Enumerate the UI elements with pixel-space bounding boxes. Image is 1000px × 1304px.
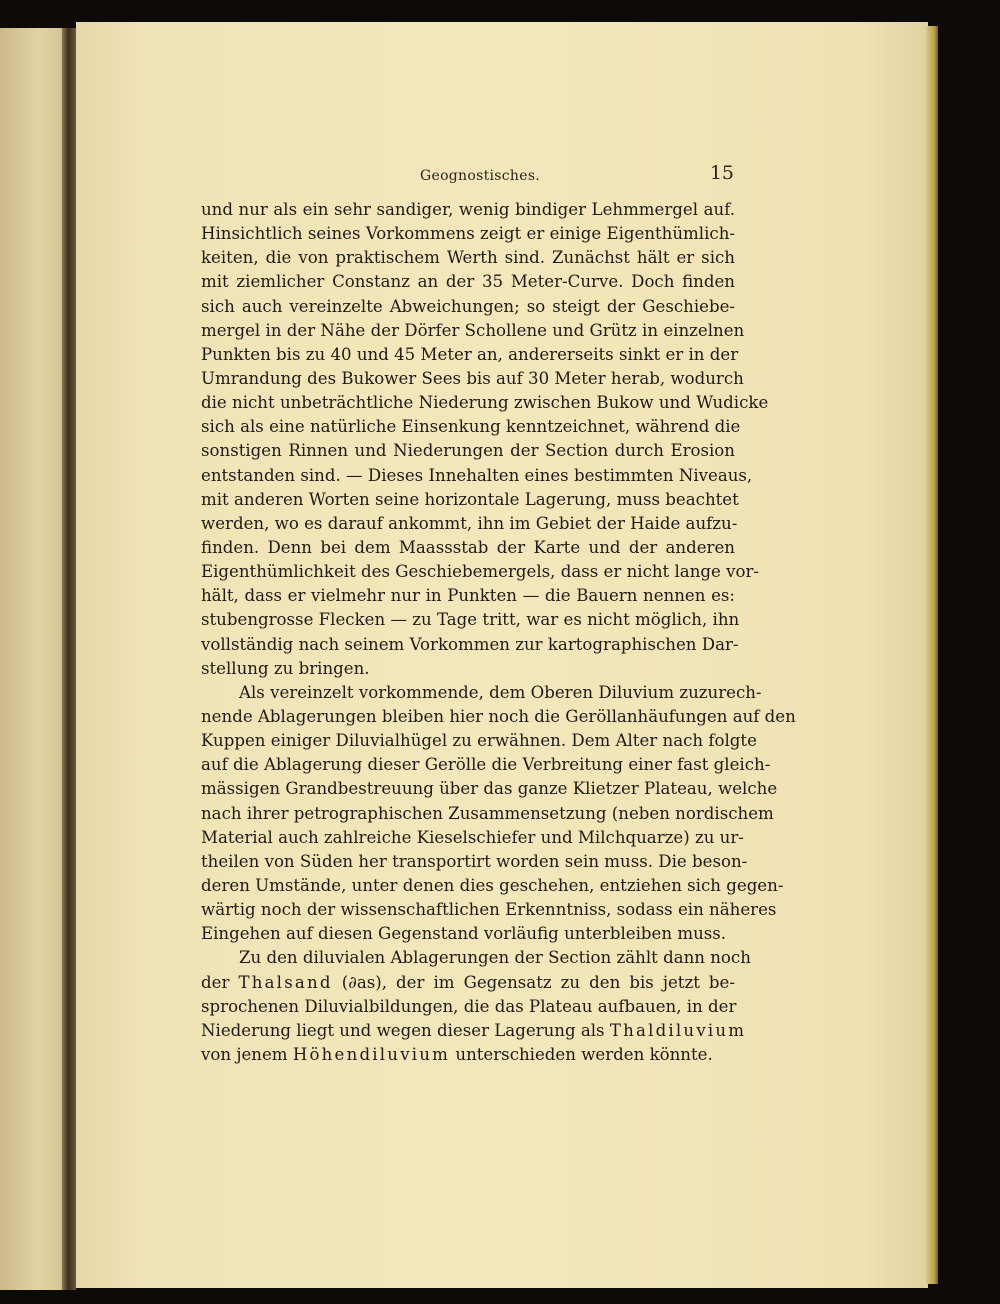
page-header (340, 162, 740, 192)
text-line: sich auch vereinzelte Abweichungen; so steigt der Geschiebe- (201, 296, 735, 316)
text-fragment: von jenem (201, 1044, 293, 1064)
text-line: Eingehen auf diesen Gegenstand vorläufig unterbleiben muss. (201, 924, 727, 944)
text-line: auf die Ablagerung dieser Gerölle die Verbreitung einer fast gleich- (201, 755, 771, 775)
text-line: hält, dass er vielmehr nur in Punkten — die Bauern nennen es: (201, 586, 735, 606)
spaced-term: Höhendiluvium (292, 1044, 451, 1064)
text-line: mit ziemlicher Constanz an der 35 Meter-Curve. Doch finden (201, 272, 735, 292)
text-line: Umrandung des Bukower Sees bis auf 30 Meter herab, wodurch (201, 368, 744, 388)
text-line: vollständig nach seinem Vorkommen zur kartographischen Dar- (201, 634, 739, 654)
text-line: deren Umstände, unter denen dies geschehen, entziehen sich gegen- (201, 875, 784, 895)
text-line: wärtig noch der wissenschaftlichen Erkenntniss, sodass ein näheres (201, 900, 777, 920)
text-line: entstanden sind. — Dieses Innehalten eines bestimmten Niveaus, (201, 465, 753, 485)
text-line: stellung zu bringen. (201, 658, 370, 678)
page-fore-edge (926, 26, 938, 1284)
text-line (201, 1043, 735, 1067)
spaced-term: Thaldiluvium (609, 1020, 747, 1040)
text-line: finden. Denn bei dem Maassstab der Karte und der anderen (201, 537, 735, 557)
text-line: Hinsichtlich seines Vorkommens zeigt er einige Eigenthümlich- (201, 224, 735, 244)
text-line: mässigen Grandbestreuung über das ganze Klietzer Plateau, welche (201, 779, 778, 799)
text-fragment: Niederung liegt und wegen dieser Lagerung als (201, 1020, 610, 1040)
text-line: sich als eine natürliche Einsenkung kenntzeichnet, während die (201, 417, 741, 437)
text-line: mergel in der Nähe der Dörfer Schollene und Grütz in einzelnen (201, 320, 745, 340)
running-title: Geognostisches. (420, 168, 541, 184)
book-gutter (62, 28, 76, 1290)
text-line: theilen von Süden her transportirt worden sein muss. Die beson- (201, 851, 748, 871)
left-page-edge (0, 28, 70, 1290)
text-line: nende Ablagerungen bleiben hier noch die Geröllanhäufungen auf den (201, 706, 796, 726)
text-line: Kuppen einiger Diluvialhügel zu erwähnen. Dem Alter nach folgte (201, 731, 757, 751)
text-line: sprochenen Diluvialbildungen, die das Plateau aufbauen, in der (201, 996, 737, 1016)
text-line (201, 1019, 747, 1043)
spaced-term: Thalsand (238, 972, 333, 992)
body-text (201, 198, 796, 1067)
text-line: die nicht unbeträchtliche Niederung zwischen Bukow und Wudicke (201, 393, 769, 413)
text-line: nach ihrer petrographischen Zusammensetzung (neben nordischem (201, 803, 774, 823)
text-fragment: der (201, 972, 239, 992)
text-line: Als vereinzelt vorkommende, dem Oberen Diluvium zuzurech- (239, 682, 762, 702)
text-line: Punkten bis zu 40 und 45 Meter an, andererseits sinkt er in der (201, 344, 739, 364)
text-line: sonstigen Rinnen und Niederungen der Section durch Erosion (201, 441, 735, 461)
text-line: werden, wo es darauf ankommt, ihn im Gebiet der Haide aufzu- (201, 513, 738, 533)
text-line (201, 971, 735, 995)
text-line: mit anderen Worten seine horizontale Lagerung, muss beachtet (201, 489, 739, 509)
text-fragment: (∂as), der im Gegensatz zu den bis jetzt be- (332, 972, 735, 992)
text-line: und nur als ein sehr sandiger, wenig bindiger Lehmmergel auf. (201, 200, 735, 219)
text-line: stubengrosse Flecken — zu Tage tritt, war es nicht möglich, ihn (201, 610, 740, 630)
text-line: Material auch zahlreiche Kieselschiefer und Milchquarze) zu ur- (201, 827, 744, 847)
text-line: keiten, die von praktischem Werth sind. Zunächst hält er sich (201, 248, 735, 268)
text-line: Eigenthümlichkeit des Geschiebemergels, dass er nicht lange vor- (201, 562, 759, 582)
text-fragment: unterschieden werden könnte. (450, 1044, 713, 1064)
text-line: Zu den diluvialen Ablagerungen der Section zählt dann noch (239, 948, 751, 968)
page-number: 15 (709, 162, 734, 184)
